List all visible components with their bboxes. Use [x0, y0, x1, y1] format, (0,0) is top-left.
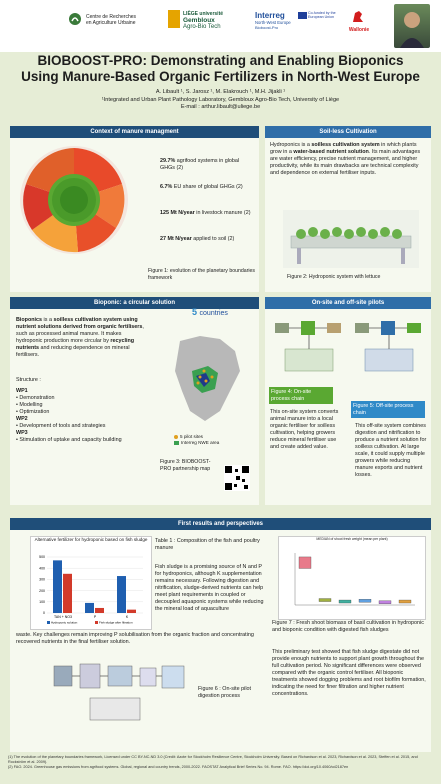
footer-references: [8, 755, 434, 770]
wallonie-rooster-icon: [350, 8, 366, 26]
wp3-item: • Stimulation of uptake and capacity building: [16, 437, 122, 443]
box: [339, 600, 351, 603]
title-line2: Using Manure-Based Organic Fertilizers in North-West Europe: [21, 69, 420, 84]
box: [299, 557, 311, 569]
soilless-text: [270, 142, 428, 177]
context-stat-3: [160, 210, 255, 217]
legend-pilot-label: 5 pilot sites: [180, 434, 203, 439]
stat-2-text: EU share of global GHGs (2): [173, 184, 243, 190]
bar: [85, 603, 94, 613]
wallonie-text: Wallonie: [348, 27, 370, 33]
offsite-process-diagram: [351, 317, 427, 379]
fish-sludge-text: Fish sludge is a promising source of N and P for hydroponics, although K supplementation remains necessary. Following digestion and nitrification, sludge-derived nutrients can help meet plant requirements in coupled or decoupled aquaponic systems while reducing the mineral load of aquaculture: [155, 564, 264, 612]
y-tick-label: 100: [39, 600, 45, 604]
bar: [95, 608, 104, 613]
onsite-digestion-diagram: [50, 658, 190, 728]
logo-cra-line2: en Agriculture Urbaine: [86, 20, 136, 26]
bar: [117, 576, 126, 613]
title-line1: BIOBOOST-PRO: Demonstrating and Enabling Bioponics: [37, 53, 404, 68]
soilless-text-d: water-based nutrient solution: [293, 149, 369, 155]
eu-flag-icon: [298, 12, 307, 19]
author-email: E-mail : arthur.libault@uliege.be: [180, 104, 261, 110]
stat-3-text: in livestock manure (2): [196, 210, 251, 216]
boxplot-title: MEDIAN of shoot fresh weight (mean per plant): [316, 537, 388, 541]
context-stat-1: [160, 158, 255, 172]
legend-label: Hydroponic solution: [51, 620, 78, 625]
nwe-area-legend-icon: [174, 441, 179, 445]
bioponic-intro2: , such as processed animal manure. It makes hydroponic production more circular by: [16, 324, 144, 344]
wp1-item: • Optimization: [16, 409, 50, 415]
fish-sludge-text-cont: waste. Key challenges remain improving P solubilisation from the organic fraction and concentrating recovered nutrients in the final fertiliser solution.: [16, 632, 254, 645]
figure-2-caption: Figure 2: Hydroponic system with lettuce: [287, 274, 381, 280]
basil-biomass-chart: [278, 536, 426, 620]
legend-swatch: [47, 621, 50, 624]
pilot-site-legend-icon: [174, 435, 178, 439]
bioponic-panel: [10, 297, 259, 505]
bioponic-intro-bold2: soilless cultivation system using nutrient solutions derived from organic fertilisers: [16, 317, 143, 330]
wp2-label: WP2: [16, 416, 28, 422]
bioponic-intro: [16, 317, 148, 359]
wp1-item: • Modelling: [16, 402, 43, 408]
context-heading: Context of manure managment: [10, 126, 259, 138]
context-stat-2: [160, 184, 255, 191]
interreg-sub: North-West Europe: [255, 20, 291, 25]
figure-7-text: This preliminary test showed that fish sludge digestate did not provide enough nutrients to support plant growth throughout the full cultivation period. No significant differences were observed compared with the organic control fertiliser. All bioponic treatments showed dogging problems and root biofilm formation, indicating the need for finer filtration and higher nutrient concentrations.: [272, 649, 426, 697]
hydroponic-system-image: [283, 210, 419, 268]
map-legend: [174, 434, 254, 446]
logo-uliege-line1: LIÈGE université: [183, 11, 224, 17]
eu-fund-text: Co-funded by the European Union: [308, 11, 336, 20]
author-names: A. Libault ¹, S. Jarosz ¹, M. Elakrouch ¹, M.H. Jijakli ¹: [155, 89, 286, 95]
logo-uliege-line3: Agro-Bio Tech: [183, 24, 221, 30]
bioponic-intro1: is a: [42, 317, 54, 323]
soilless-text-b: soilless cultivation system: [311, 142, 380, 148]
soilless-text-a: Hydroponics is a: [270, 142, 312, 148]
reference-2: (2) FAO. 2024. Greenhouse gas emissions from agrifood systems. Global, regional and country trends, 2000-2022. FAOSTAT Analytical Brief Series No. 94. Rome. FAO. https://doi.org/10.4060/cd2187en: [8, 765, 349, 769]
soilless-text-e: . Its main advantages are water efficiency, precise nutrient management, and higher productivity, while its main drawbacks are technical complexity and dependence on external fertiliser inputs.: [270, 149, 421, 176]
stat-2-value: 6.7%: [160, 184, 173, 190]
stat-3-value: 125 Mt N/year: [160, 210, 195, 216]
logo-uliege-line2: Gembloux: [183, 17, 215, 24]
table-1-caption: Table 1 : Composition of the fish and poultry manure: [155, 538, 260, 551]
results-panel: [10, 518, 431, 752]
figure-1-caption: Figure 1: evolution of the planetary boundaries framework: [148, 268, 255, 281]
interreg-name: Interreg: [255, 11, 285, 20]
wp1-item: • Demonstration: [16, 395, 55, 401]
stat-4-value: 27 Mt N/year: [160, 236, 192, 242]
figure-6-caption: Figure 6 : On-site pilot digestion process: [198, 686, 252, 699]
box: [359, 599, 371, 602]
pilots-panel: [265, 297, 431, 505]
pilots-heading: On-site and off-site pilots: [265, 297, 431, 309]
y-tick-label: 300: [39, 577, 45, 582]
legend-label: Fish sludge after filtration: [99, 620, 133, 625]
map-count-value: 5: [192, 307, 198, 317]
bar: [127, 610, 136, 613]
context-stat-4: [160, 236, 255, 243]
logo-cra-line1: Centre de Recherches: [86, 14, 137, 20]
box: [319, 599, 331, 602]
onsite-text: This on-site system converts animal manure into a local organic fertiliser for soilless cultivation, helping growers reduce mineral fertiliser use and create added value.: [270, 409, 339, 450]
bioponic-intro-bold1: Bioponics: [16, 317, 43, 323]
header-bar: [0, 0, 441, 52]
box: [379, 601, 391, 604]
bar-chart-svg: [33, 551, 149, 627]
context-panel: [10, 126, 259, 292]
logo-cra-text: [86, 14, 156, 26]
wp2-item: • Development of tools and strategies: [16, 423, 106, 429]
soilless-text-c: in which plants grow in a: [270, 142, 417, 155]
figure-4-label: Figure 4: On-site process chain: [269, 387, 333, 404]
y-tick-label: 400: [39, 566, 45, 571]
figure-7-caption: Figure 7 : Fresh shoot biomass of basil cultivation in hydroponic and bioponic condition with digested fish sludges: [272, 620, 424, 633]
y-tick-label: 500: [39, 555, 45, 560]
chart-title: Alternative fertilizer for hydroponic based on fish sludge: [34, 537, 148, 542]
author-photo: [394, 4, 430, 48]
x-tick-label: K: [125, 615, 129, 619]
wp1-label: WP1: [16, 388, 28, 394]
map-count-block: [192, 307, 228, 317]
wp3-label: WP3: [16, 430, 28, 436]
stat-1-value: 29.7%: [160, 158, 176, 164]
bioponic-intro-bold3: recycling nutrients: [16, 338, 135, 351]
x-tick-label: TAN + NO3: [54, 615, 72, 619]
y-tick-label: 0: [43, 611, 45, 616]
results-heading: First results and perspectives: [10, 518, 431, 530]
planetary-boundaries-diagram: [18, 144, 130, 256]
legend-area-label: Interreg NWE area: [181, 440, 220, 445]
qr-code-icon[interactable]: [224, 465, 250, 491]
fish-sludge-chart: [30, 536, 152, 630]
stat-1-text: agrifood systems in global GHGs (2): [160, 158, 240, 171]
figure-5-label: Figure 5: Off-site process chain: [351, 401, 425, 418]
bioponic-intro3: and reducing dependence on mineral fertilisers.: [16, 345, 130, 358]
stat-4-text: applied to soil (2): [193, 236, 235, 242]
interreg-project: Bioboost-Pro: [255, 25, 279, 30]
figure-3-caption: Figure 3: BIOBOOST-PRO partnership map: [160, 459, 211, 472]
logo-uliege-text: [183, 11, 243, 30]
x-tick-label: P: [93, 615, 97, 619]
bioponic-structure: [16, 377, 148, 444]
y-tick-label: 200: [39, 588, 45, 593]
map-count-label: countries: [199, 310, 228, 317]
bioponic-heading: Bioponic: a circular solution: [10, 297, 259, 309]
uliege-logo-icon: [168, 10, 180, 28]
authors-block: [0, 89, 441, 112]
soilless-heading: Soil-less Cultivation: [265, 126, 431, 138]
legend-swatch: [95, 621, 98, 624]
reference-1: (1) The evolution of the planetary boundaries framework, Licensed under CC BY-NC-ND 3.0 (Credit: Azote for Stockholm Resilience Centre, Stockholm University. Based on Richardson et al. 2023, Richardson et al. 2023, Steffen et al. 2015, and Rockström et al. 2009).: [8, 755, 418, 764]
bar: [53, 560, 62, 613]
box: [399, 600, 411, 603]
soilless-panel: [265, 126, 431, 292]
structure-label: Structure :: [16, 377, 41, 383]
cra-logo-icon: [68, 12, 82, 26]
bar: [63, 574, 72, 613]
poster-title: [10, 53, 431, 85]
onsite-process-diagram: [271, 317, 347, 379]
boxplot-svg: [283, 545, 421, 615]
author-affiliation: ¹Integrated and Urban Plant Pathology Laboratory, Gembloux Agro-Bio Tech, University of Liège: [101, 96, 340, 103]
partnership-map: [160, 311, 255, 446]
offsite-text: This off-site system combines digestion and nitrification to produce a nutrient solution for soilless cultivation. At large scale, it could supply multiple growers while reducing manure exports and nutrient losses.: [355, 423, 427, 478]
